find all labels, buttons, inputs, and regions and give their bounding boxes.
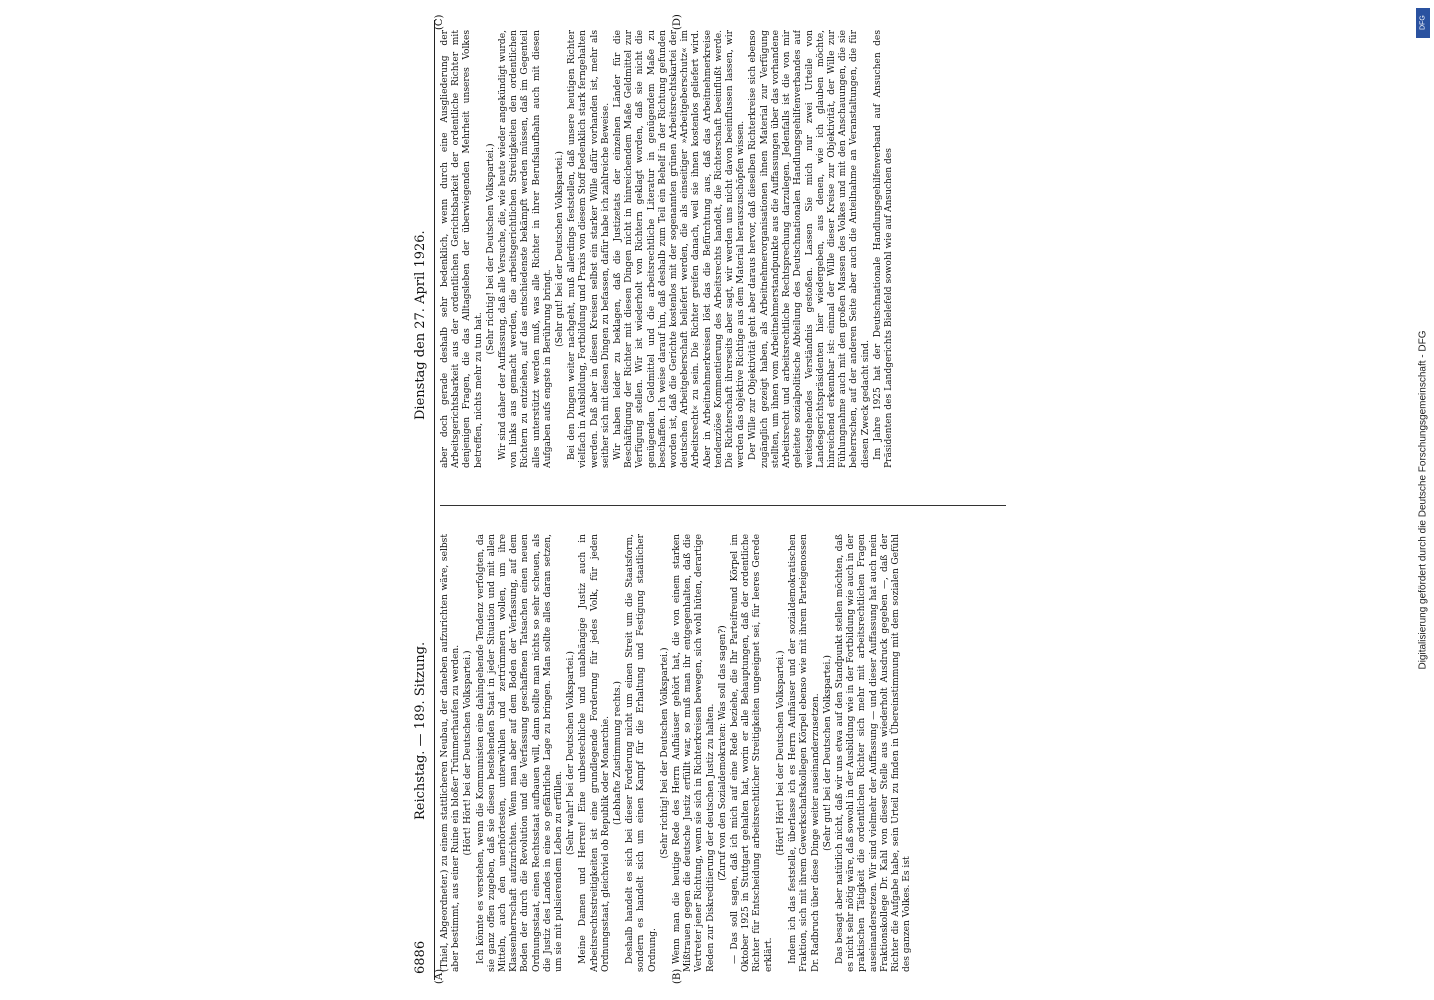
left-text-column bbox=[440, 534, 1010, 972]
interjection: (Sehr gut! bei der Deutschen Volkspartei.) bbox=[822, 655, 833, 851]
interjection: (Sehr wahr! bei der Deutschen Volkspartei.) bbox=[566, 651, 577, 855]
interjection: (Sehr gut! bei der Deutschen Volkspartei.) bbox=[555, 151, 566, 347]
paragraph: (Thiel, Abgeordneter.) zu einem stattlicheren Neubau, der daneben aufzurichten wäre, selbst aber bestimmt, aus einer Ruine ein bloßer Trümmerhaufen zu werden. bbox=[440, 534, 462, 972]
funding-sidebar bbox=[1412, 0, 1434, 1000]
paragraph: Bei den Dingen weiter nachgeht, muß allerdings feststellen, daß unsere heutigen Richter vielfach in Ausbildung, Fortbildung und Praxis von diesem Stoff bedenklich stark ferngehalten werden. Daß aber in diesen Kreisen selbst ein starker Wille dafür vorhanden ist, mehr als seither sich mit diesen Dingen zu befassen, dafür habe ich zahlreiche Beweise. bbox=[567, 30, 611, 468]
paragraph: — Das soll sagen, daß ich mich auf eine Rede beziehe, die Ihr Parteifreund Körpel im Oktober 1925 in Stuttgart gehalten hat, worin er alle Behauptungen, daß der ordentliche Richter für Entscheidung arbeitsrechtlicher Streitigkeiten ungeeignet sei, für leeres Gerede erklärt. bbox=[730, 534, 774, 972]
paragraph: Meine Damen und Herren! Eine unbestechliche und unabhängige Justiz auch in Arbeitsrechtsstreitigkeiten ist eine grundlegende Forderung für jedes Volk, für jeden Ordnungsstaat, gleichviel ob Republik oder Monarchie. bbox=[578, 534, 611, 972]
paragraph: Der Wille zur Objektivität geht aber daraus hervor, daß dieselben Richterkreise sich ebenso zugänglich gezeigt haben, als Arbeitnehmerorganisationen ihnen Material zur Verfügung stellten, um ihnen vom Arbeitnehmerstandpunkte aus die Auffassungen über das vorhandene Arbeitsrecht und arbeitsrechtliche Rechtsprechung darzulegen. Jedenfalls ist die von mir geleitete sozialpolitische Abteilung des Deutschnationalen Handlungsgehilfenverbandes auf weitestgehendes Verständnis gestoßen. Lassen Sie mich nur zwei Urteile von Landesgerichtspräsidenten hier wiedergeben, aus denen, wie ich glauben möchte, hinreichend erkennbar ist: einmal der Wille dieser Kreise zur Objektivität, der Wille zur Fühlungnahme auch mit den großen Massen des Volkes und mit den Anschauungen, die sie beherrschen, auf der anderen Seite aber auch die Anteilnahme an Veranstaltungen, die für diesen Zweck gedacht sind. bbox=[748, 30, 871, 468]
margin-mark-c: (C) bbox=[434, 14, 445, 30]
paragraph: Im Jahre 1925 hat der Deutschnationale Handlungsgehilfenverband auf Ansuchen des Präsidenten des Landgerichts Bielefeld sowohl wie auf Ansuchen des bbox=[872, 30, 894, 468]
header-session: Reichstag. — 189. Sitzung. bbox=[413, 641, 428, 820]
paragraph: Indem ich das feststelle, überlasse ich es Herrn Aufhäuser und der sozialdemokratischen Fraktion, sich mit ihrem Gewerkschaftskollegen Körpel ebenso wie mit ihrem Parteigenossen Dr. Radbruch über diese Dinge weiter auseinanderzusetzen. bbox=[788, 534, 821, 972]
paragraph: Das besagt aber natürlich nicht, daß wir uns etwa auf den Standpunkt stellen möchten, daß es nicht sehr nötig wäre, daß sowohl in der Ausbildung wie in der Fortbildung wie auch in der praktischen Tätigkeit die ordentlichen Richter sich mehr mit arbeitsrechtlichen Fragen auseinandersetzen. Wir sind vielmehr der Auffassung — und dieser Auffassung hat auch mein Fraktionskollege Dr. Kahl von dieser Stelle aus wiederholt Ausdruck gegeben —, daß der Richter die Aufgabe habe, sein Urteil zu finden in Übereinstimmung mit dem sozialen Gefühl des ganzen Volkes. Es ist bbox=[834, 534, 913, 972]
margin-mark-d: (D) bbox=[672, 14, 683, 30]
interjection: (Hört! Hört! bei der Deutschen Volkspartei.) bbox=[775, 650, 786, 856]
interjection: (Zuruf von den Sozialdemokraten: Was soll das sagen?) bbox=[717, 625, 728, 881]
document-page bbox=[410, 14, 1010, 984]
interjection: (Hört! Hört! bei der Deutschen Volkspartei.) bbox=[463, 650, 474, 856]
header-rule bbox=[434, 20, 435, 980]
paragraph: Deshalb handelt es sich bei dieser Forderung nicht um einen Streit um die Staatsform, sondern es handelt sich um einen Kampf für die Erhaltung und Festigung staatlicher Ordnung. bbox=[625, 534, 658, 972]
paragraph: Ich könnte es verstehen, wenn die Kommunisten eine dahingehende Tendenz verfolgten, da sie ganz offen zugeben, daß sie diesen bestehenden Staat in jeder Situation und mit allen Mitteln, auch den unerhörtesten, unterwühlen und zertrümmern wollen, um ihre Klassenherrschaft aufzurichten. Wenn man aber auf dem Boden der Verfassung, auf dem Boden der durch die Revolution und die Verfassung geschaffenen Tatsachen einen neuen Ordnungsstaat, einen Rechtsstaat aufbauen will, dann sollte man nichts so sehr scheuen, als die Justiz des Landes in eine so gefährliche Lage zu bringen. Man sollte alles daran setzen, um sie mit pulsierendem Leben zu erfüllen. bbox=[475, 534, 565, 972]
page-header bbox=[410, 20, 434, 980]
dfg-logo: DFG bbox=[1416, 8, 1430, 38]
interjection: (Lebhafte Zustimmung rechts.) bbox=[613, 681, 624, 825]
funding-note: Digitalisierung gefördert durch die Deutsche Forschungsgemeinschaft - DFG bbox=[1417, 330, 1429, 670]
margin-mark-b: (B) bbox=[672, 968, 683, 984]
interjection: (Sehr richtig! bei der Deutschen Volkspartei.) bbox=[659, 647, 670, 859]
margin-mark-a: (A) bbox=[434, 968, 445, 984]
page-number: 6886 bbox=[413, 940, 428, 974]
right-text-column bbox=[440, 30, 1010, 468]
paragraph: Wir sind daher der Auffassung, daß alle Versuche, die, wie heute wieder angekündigt wurde, von links aus gemacht werden, die arbeitsgerichtlichen Streitigkeiten den ordentlichen Richtern zu entziehen, auf das entschiedenste bekämpft werden müssen, daß im Gegenteil alles unterstützt werden muß, was alle Richter in ihrer Berufslaufbahn auch mit diesen Aufgaben aufs engste in Berührung bringt. bbox=[498, 30, 553, 468]
paragraph: Wir haben leider zu beklagen, daß die Justizetats der einzelnen Länder für die Beschäftigung der Richter mit diesen Dingen nicht in hinreichendem Maße Geldmittel zur Verfügung stellen. Wir ist wiederholt von Richtern geklagt worden, daß sie nicht die genügenden Geldmittel und die arbeitsrechtliche Literatur in genügendem Maße zu beschaffen. Ich weise darauf hin, daß deshalb zum Teil ein Behelf in der Richtung gefunden worden ist, daß die Gerichte kostenlos mit der sogenannten grünen Arbeitsrechtskartei der deutschen Arbeitgeberschaft beliefert werden, die als einseitiger »Arbeitgeberschutz« im Arbeitsrecht« zu sein. Die Richter greifen danach, weil sie ihnen kostenlos geliefert wird. Aber in Arbeitnehmerkreisen löst das die Befürchtung aus, daß das Arbeitnehmerkreise tendenziöse Kommentierung des Arbeitsrechts handelt, die Richterschaft beeinflußt werde. Die Richterschaft ihrerseits aber sagt, wir werden uns nicht davon beeinflussen lassen, wir werden das objektive Richtige aus dem Material herauszuschöpfen wissen. bbox=[613, 30, 747, 468]
paragraph: aber doch gerade deshalb sehr bedenklich, wenn durch eine Ausgliederung der Arbeitsgerichtsbarkeit aus der ordentlichen Gerichtsbarkeit der ordentliche Richter mit denjenigen Fragen, die das Alltagsleben der überwiegenden Mehrheit unseres Volkes betreffen, nichts mehr zu tun hat. bbox=[440, 30, 484, 468]
header-date: Dienstag den 27. April 1926. bbox=[413, 230, 428, 420]
paragraph: Wenn man die heutige Rede des Herrn Aufhäuser gehört hat, die von einem starken Mißtrauen gegen die deutsche Justiz erfüllt war, so muß man ihr entgegenhalten, daß die Vertreter jener Richtung, wenn sie sich in Richterkreisen bewegen, sich wohl hüten, derartige Reden zur Diskreditierung der deutschen Justiz zu halten. bbox=[672, 534, 716, 972]
interjection: (Sehr richtig! bei der Deutschen Volkspartei.) bbox=[485, 143, 496, 355]
column-divider bbox=[440, 505, 1006, 506]
